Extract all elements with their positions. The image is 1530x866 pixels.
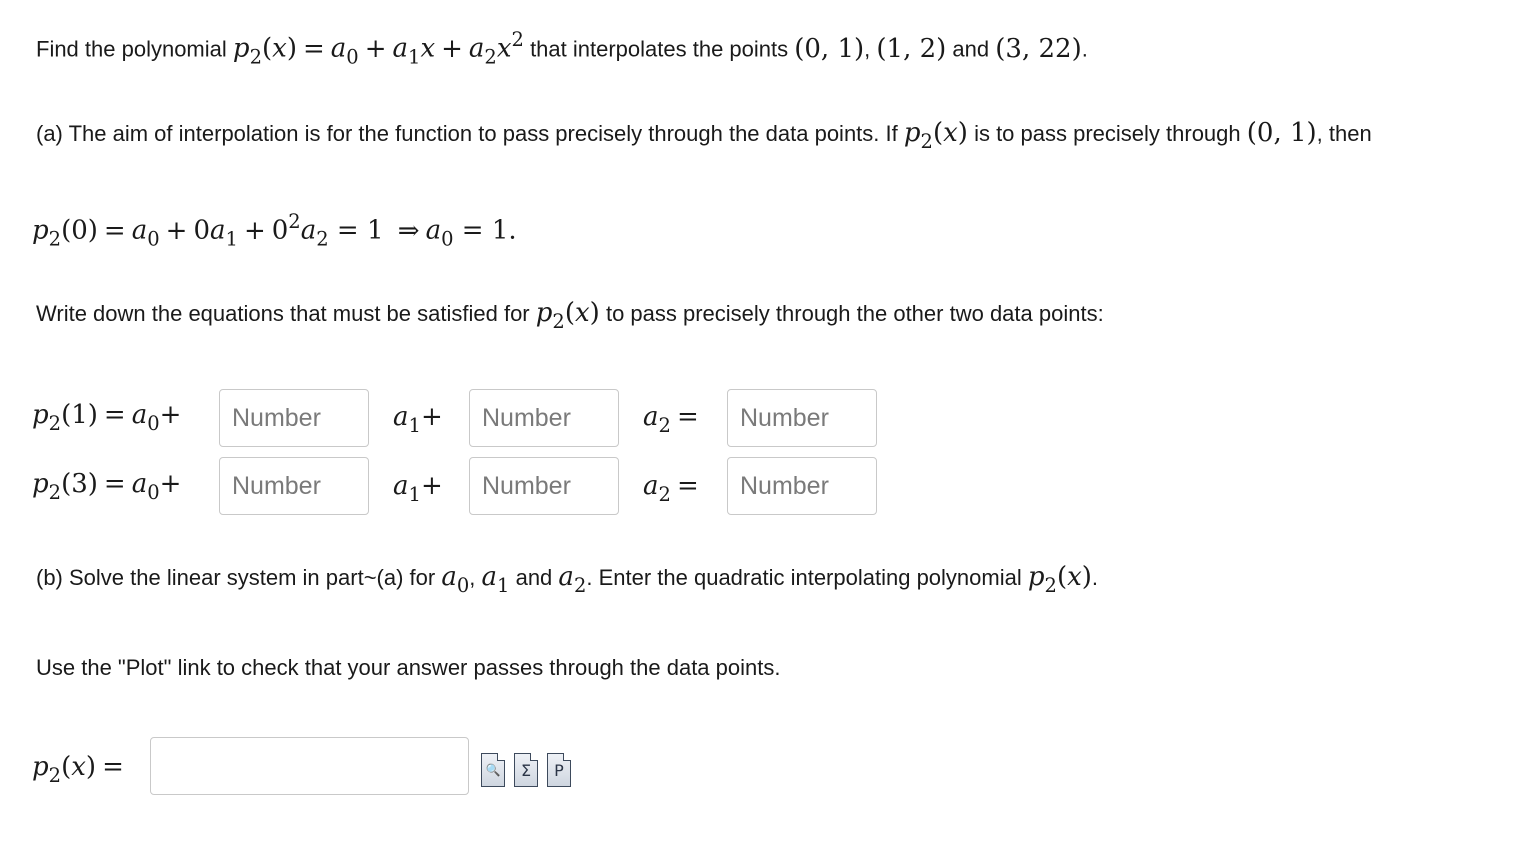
row2-a1-coefficient-input[interactable] <box>219 457 369 515</box>
part-b-line: (b) Solve the linear system in part~(a) for $a_0$, $a_1$ and $a_2$. Enter the quadratic interpolating polynomial $p_2(x)$. <box>36 562 1099 597</box>
row1-rhs-input[interactable] <box>727 389 877 447</box>
intro-prefix: Find the polynomial <box>36 36 227 62</box>
intro-middle: that interpolates the points <box>530 36 789 62</box>
plot-glyph: P <box>554 760 564 780</box>
row2-a2-label: $a_2$ = <box>643 471 699 506</box>
preview-glyph: 🔍 <box>485 763 501 777</box>
p2x-3: $p_2(x)$ <box>1027 562 1092 597</box>
a0-symbol: $a_0$ <box>441 562 470 597</box>
intro-and: and <box>952 36 990 62</box>
a2-symbol: $a_2$ <box>558 562 587 597</box>
part-b-prefix: (b) Solve the linear system in part~(a) for <box>36 565 436 590</box>
part-b-middle: . Enter the quadratic interpolating polynomial <box>586 565 1022 590</box>
equation-row-1-label: $p_2(1) = a_0+$ <box>32 400 182 435</box>
a1-symbol: $a_1$ <box>481 562 510 597</box>
row1-a1-coefficient-input[interactable] <box>219 389 369 447</box>
sigma-icon[interactable] <box>514 753 538 787</box>
row1-a2-coefficient-input[interactable] <box>469 389 619 447</box>
row2-a1-label: $a_1+$ <box>393 471 443 506</box>
polynomial-answer-input[interactable] <box>150 737 469 795</box>
derivation-eq-one: = 1 <box>336 215 384 246</box>
sigma-glyph: Σ <box>520 760 532 780</box>
intro-line: Find the polynomial $p_2(x) = a_0 + a_1x + a_2x^2$ that interpolates the points (0, 1), (1, 2) and (3, 22). <box>36 28 1088 69</box>
part-a-text2: is to pass precisely through <box>974 121 1241 146</box>
part-b-and: and <box>515 565 553 590</box>
part-a-point: (0, 1) <box>1246 118 1317 148</box>
plot-note: Use the "Plot" link to check that your answer passes through the data points. <box>36 655 781 680</box>
row2-rhs-input[interactable] <box>727 457 877 515</box>
write-down-line <box>36 298 1104 333</box>
row2-a2-coefficient-input[interactable] <box>469 457 619 515</box>
p2x-2: $p_2(x)$ <box>535 298 600 333</box>
row1-arg: (1) <box>61 400 98 430</box>
row1-a2-label: $a_2$ = <box>643 402 699 437</box>
answer-label: $p_2(x)$ = <box>32 752 124 787</box>
point-1: (0, 1) <box>794 33 865 64</box>
polynomial-formula: $p_2(x) = a_0 + a_1x + a_2x^2$ <box>232 28 524 69</box>
equation-row-2-label: $p_2(3) = a_0+$ <box>32 469 182 504</box>
p2x: $p_2(x)$ <box>903 118 968 153</box>
preview-icon[interactable] <box>481 753 505 787</box>
derivation-line: $p_2(0) = a_0 + 0a_1 + 0^2a_2 = 1$ ⇒ $a_0 = 1$. <box>32 210 517 251</box>
point-3: (3, 22) <box>995 33 1082 64</box>
part-a-text1: (a) The aim of interpolation is for the function to pass precisely through the data points. If <box>36 121 898 146</box>
derivation-result: = 1. <box>461 215 517 246</box>
point-2: (1, 2) <box>876 33 947 64</box>
part-b-end: . <box>1091 565 1099 590</box>
row1-a1-label: $a_1+$ <box>393 402 443 437</box>
part-a-line <box>36 118 1372 153</box>
plot-icon[interactable] <box>547 753 571 787</box>
write-down-prefix: Write down the equations that must be satisfied for <box>36 301 530 326</box>
row2-arg: (3) <box>61 469 98 499</box>
write-down-suffix: to pass precisely through the other two data points: <box>605 301 1104 326</box>
derivation-lhs: (0) <box>61 215 98 246</box>
part-a-text3: , then <box>1316 121 1372 146</box>
